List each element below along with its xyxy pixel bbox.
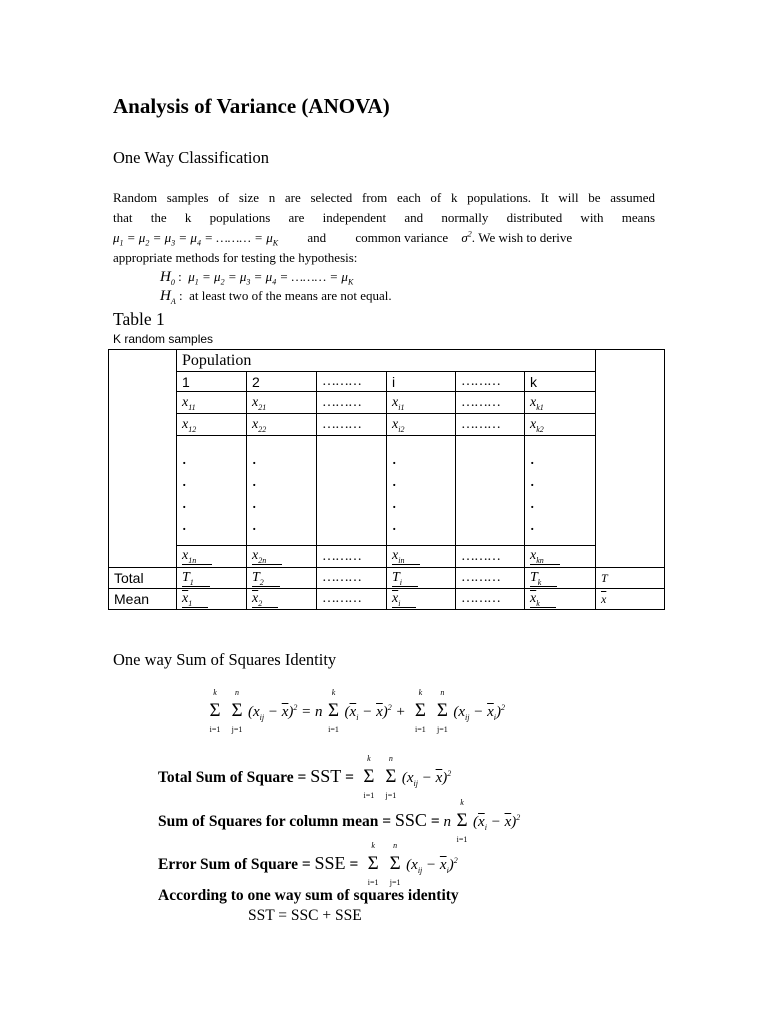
intro-line-3: $\mu_1 = \mu_2 = \mu_3 = \mu_4$ = ……… = $\mu_K$ and common variance $\sigma^2$. We wish to derive	[113, 229, 573, 248]
table-cell: $x_{k1}$	[525, 392, 596, 414]
vertical-dots: . . . .	[387, 436, 456, 546]
table-cell: $x_{1n}$	[177, 546, 247, 568]
table-cell: $x_{12}$	[177, 414, 247, 436]
sum-squares-heading: One way Sum of Squares Identity	[113, 650, 337, 669]
intro-line-4: appropriate methods for testing the hypothesis:	[113, 250, 358, 265]
identity-equation: SST = SSC + SSE	[248, 907, 362, 924]
table-cell: ………	[456, 589, 525, 610]
section-heading: One Way Classification	[113, 148, 270, 167]
null-hypothesis: $H_0$ : $\mu_1 = \mu_2 = \mu_3 = \mu_4$ = ……… = $\mu_K$	[160, 269, 354, 287]
table-cell: $x_{21}$	[247, 392, 317, 414]
col-header: 2	[247, 372, 317, 392]
means-equality-formula: $\mu_1 = \mu_2 = \mu_3 = \mu_4$ = ……… = $\mu_K$	[113, 230, 279, 248]
table-cell: $T_2$	[247, 568, 317, 589]
col-header: ………	[456, 372, 525, 392]
col-header: k	[525, 372, 596, 392]
table-title: Table 1	[113, 309, 165, 329]
table-cell: $\overline{x}_1$	[177, 589, 247, 610]
grand-total-cell: T	[596, 568, 665, 589]
col-header: 1	[177, 372, 247, 392]
row-label-empty	[109, 392, 177, 568]
table-cell	[317, 436, 387, 546]
vertical-dots: . . . .	[247, 436, 317, 546]
intro-line-2: that the k populations are independent and normally distributed with means	[113, 210, 655, 225]
table-cell: $x_{kn}$	[525, 546, 596, 568]
table-cell: ………	[456, 568, 525, 589]
table-cell: $x_{2n}$	[247, 546, 317, 568]
table-cell: ………	[317, 546, 387, 568]
table-cell: ………	[317, 568, 387, 589]
table-cell: ………	[456, 392, 525, 414]
table-cell: $x_{i2}$	[387, 414, 456, 436]
sum-squares-identity-formula: Σ k i=1 Σ n j=1 $(x_{ij} - \overline{x})^2 = n$ Σ k i=1 $(\overline{x}_i - \overline{x})^2 + \Sigma$ k i=1 Σ n j=1 $(x_{ij} - \overline{x}_i)^2$	[209, 688, 505, 734]
population-header: Population	[177, 350, 596, 372]
table-cell: $x_{k2}$	[525, 414, 596, 436]
vertical-dots: . . . .	[525, 436, 596, 546]
table-cell: $T_1$	[177, 568, 247, 589]
table-cell: $x_{11}$	[177, 392, 247, 414]
sst-definition: Total Sum of Square = SST = Σ k i=1 Σ n j=1 $(x_{ij} - \overline{x})^2$	[158, 754, 452, 800]
col-header: i	[387, 372, 456, 392]
table-cell: ………	[456, 414, 525, 436]
table-cell	[456, 436, 525, 546]
table-cell: $\overline{x}_i$	[387, 589, 456, 610]
corner-cell-right	[596, 350, 665, 392]
table-cell: ………	[317, 392, 387, 414]
table-cell: $T_i$	[387, 568, 456, 589]
ssc-definition: Sum of Squares for column mean = SSC = n Σ k i=1 $(\overline{x}_i - \overline{x})^2$	[158, 798, 521, 844]
table-cell: ………	[456, 546, 525, 568]
page-title: Analysis of Variance (ANOVA)	[113, 94, 390, 118]
vertical-dots: . . . .	[177, 436, 247, 546]
table-cell: $\overline{x}_k$	[525, 589, 596, 610]
anova-data-table	[108, 349, 665, 610]
table-cell: $\overline{x}_2$	[247, 589, 317, 610]
table-cell: $T_k$	[525, 568, 596, 589]
variance-symbol: $\sigma^2$	[461, 229, 472, 245]
total-row-label: Total	[109, 568, 177, 589]
right-empty	[596, 392, 665, 568]
table-cell: ………	[317, 589, 387, 610]
identity-conclusion: According to one way sum of squares identity	[158, 887, 459, 904]
corner-cell	[109, 350, 177, 392]
grand-mean-cell: $\overline{x}$	[596, 589, 665, 610]
table-cell: ………	[317, 414, 387, 436]
col-header: ………	[317, 372, 387, 392]
mean-row-label: Mean	[109, 589, 177, 610]
table-cell: $x_{in}$	[387, 546, 456, 568]
alternative-hypothesis: $H_A$ : at least two of the means are not equal.	[160, 288, 392, 306]
table-cell: $x_{22}$	[247, 414, 317, 436]
sse-definition: Error Sum of Square = SSE = Σ k i=1 Σ n j=1 $(x_{ij} - \overline{x}_i)^2$	[158, 841, 458, 887]
intro-line-1: Random samples of size n are selected from each of k populations. It will be assumed	[113, 190, 655, 205]
table-caption: K random samples	[113, 332, 214, 346]
table-cell: $x_{i1}$	[387, 392, 456, 414]
